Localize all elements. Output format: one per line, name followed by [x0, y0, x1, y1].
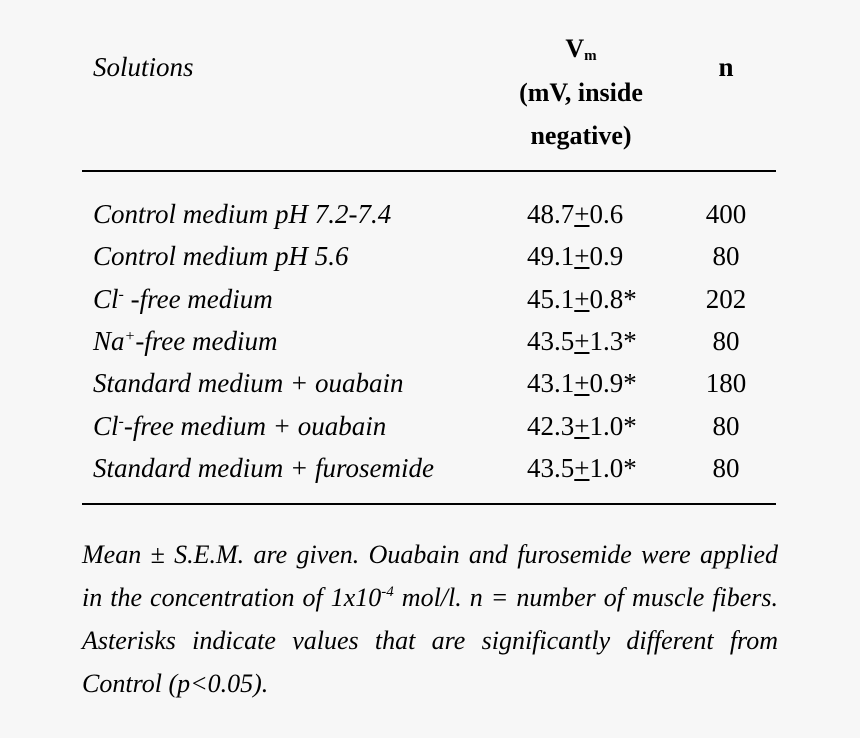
row-solution-name: Control medium pH 7.2-7.4: [93, 199, 392, 229]
row-vm-error: 0.8*: [589, 283, 637, 314]
row-vm-value: 49.1: [527, 241, 575, 272]
row-n: 80: [712, 241, 740, 272]
row-vm-value: 48.7: [527, 199, 575, 229]
table-top-rule: [82, 170, 776, 172]
row-vm-value: 43.5: [527, 452, 575, 483]
row-solution-name-rest: -free medium + ouabain: [123, 410, 387, 441]
row-vm-value: 43.5: [527, 325, 575, 356]
table-row: [0, 362, 860, 404]
row-solution: [93, 362, 403, 404]
footnote-text-2: mol/l. n = number of muscle fibers. Asterisks indicate values that are significantly different from Control (p<0.05).: [82, 583, 778, 698]
row-vm-plusminus: +: [574, 368, 590, 399]
row-n: 180: [705, 368, 747, 399]
row-solution-name: Standard medium + furosemide: [93, 452, 434, 483]
row-solution: [93, 278, 273, 320]
row-solution-superscript: -: [118, 412, 124, 430]
row-vm-error: 1.3*: [589, 325, 637, 356]
table-row: [0, 405, 860, 447]
row-solution-name: Na: [93, 325, 125, 356]
row-solution: [93, 447, 434, 489]
header-solutions: Solutions: [93, 52, 194, 82]
row-vm-value: 42.3: [527, 410, 575, 441]
header-vm-unit-line1: (mV, inside: [519, 78, 643, 107]
row-vm: [527, 362, 637, 404]
row-vm: [527, 405, 637, 447]
header-vm-symbol: [490, 34, 672, 71]
row-solution-name: Cl: [93, 283, 119, 314]
header-n: n: [718, 52, 734, 82]
table-row: [0, 193, 860, 235]
row-solution: [93, 405, 386, 447]
row-n: 80: [712, 410, 740, 441]
row-vm-plusminus: +: [574, 325, 590, 356]
row-solution-name: Cl: [93, 410, 119, 441]
table-bottom-rule: [82, 503, 776, 505]
row-vm: [527, 447, 637, 489]
table-row: [0, 320, 860, 362]
footnote: [82, 533, 778, 705]
row-n: 400: [705, 199, 747, 229]
row-vm-error: 0.9*: [589, 368, 637, 399]
row-solution: [93, 320, 278, 362]
row-vm-plusminus: +: [574, 410, 590, 441]
row-vm-plusminus: +: [574, 199, 590, 229]
row-solution-name: Standard medium + ouabain: [93, 368, 404, 399]
row-solution-name-rest: -free medium: [135, 325, 278, 356]
row-solution-name: Control medium pH 5.6: [93, 241, 349, 272]
row-vm-plusminus: +: [574, 241, 590, 272]
row-vm-value: 45.1: [527, 283, 575, 314]
footnote-text-1: Mean ± S.E.M. are given. Ouabain and furosemide were applied in the concentration of 1x10: [82, 540, 778, 612]
row-vm-value: 43.1: [527, 368, 575, 399]
vm-symbol: V: [565, 34, 585, 63]
row-vm-error: 1.0*: [589, 410, 637, 441]
row-vm: [527, 193, 623, 235]
row-vm-plusminus: +: [574, 452, 590, 483]
row-solution-superscript: -: [118, 285, 124, 303]
vm-subscript: m: [584, 48, 597, 64]
table-row: [0, 235, 860, 277]
row-solution-name-rest: -free medium: [123, 283, 273, 314]
row-vm-plusminus: +: [574, 283, 590, 314]
row-vm-error: 0.9: [589, 241, 624, 272]
row-solution-superscript: +: [124, 327, 136, 345]
row-n: 80: [712, 325, 740, 356]
header-vm: [490, 34, 672, 157]
table-row: [0, 447, 860, 489]
row-vm: [527, 235, 623, 277]
row-vm: [527, 278, 637, 320]
row-vm-error: 1.0*: [589, 452, 637, 483]
header-vm-unit-line2: negative): [530, 121, 632, 150]
footnote-exponent: -4: [381, 584, 394, 600]
row-vm: [527, 320, 637, 362]
row-vm-error: 0.6: [589, 199, 624, 229]
row-solution: [93, 235, 349, 277]
row-n: 202: [705, 283, 747, 314]
table-row: [0, 278, 860, 320]
row-solution: [93, 193, 391, 235]
row-n: 80: [712, 452, 740, 483]
